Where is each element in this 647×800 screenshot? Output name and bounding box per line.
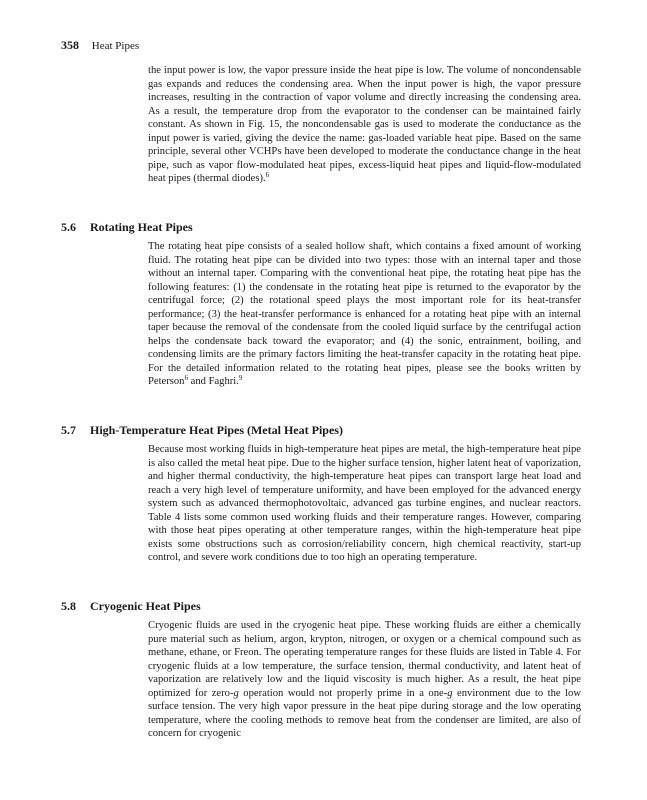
section-number: 5.8 xyxy=(61,599,76,613)
section-5-8-text-b: operation would not properly prime in a one- xyxy=(238,687,448,699)
section-title: High-Temperature Heat Pipes (Metal Heat Pipes) xyxy=(90,423,343,437)
intro-paragraph-text: the input power is low, the vapor pressure inside the heat pipe is low. The volume of noncondensable gas expands and reduces the condensing area. When the input power is high, the vapor pressure increases, resulting in the contraction of vapor volume and directly increasing the condensing area. As a result, the temperature drop from the evaporator to the condenser can be maintained fairly constant. As shown in Fig. 15, the noncondensable gas is used to moderate the conductance as the input power is varied, giving the device the name: gas-loaded variable heat pipe. Based on the same principle, several other VCHPs have been developed to moderate the conductance change in the heat pipe, such as vapor flow-modulated heat pipes, excess-liquid heat pipes and liquid-flow-modulated heat pipes (thermal diodes). xyxy=(148,65,581,184)
section-5-7-paragraph xyxy=(148,443,581,565)
italic-g: g xyxy=(447,687,453,699)
section-heading-5-6 xyxy=(61,220,193,235)
section-5-6-paragraph xyxy=(148,240,581,389)
section-5-8-text-a: Cryogenic fluids are used in the cryogenic heat pipe. These working fluids are either a chemically pure material such as helium, argon, krypton, nitrogen, or oxygen or a chemical compound such as methane, ethane, or Freon. The operating temperature ranges for these fluids are listed in Table 4. For cryogenic fluids at a low temperature, the surface tension, thermal conductivity, and latent heat of vaporization are relatively low and the liquid viscosity is much higher. As a result, the heat pipe optimized for zero- xyxy=(148,620,581,699)
section-title: Cryogenic Heat Pipes xyxy=(90,599,201,613)
section-5-6-text-end: and Faghri. xyxy=(187,376,239,387)
section-5-7-text: Because most working fluids in high-temperature heat pipes are metal, the high-temperature heat pipe is also called the metal heat pipe. Due to the higher surface tension, higher latent heat of vaporization, and higher thermal conductivity, the high-temperature heat pipes can transport large heat load and reach a very high level of temperature uniformity, and have been employed for the advanced energy system such as advanced thermophotovoltaic, advanced gas turbine engines, and nuclear reactors. Table 4 lists some common used working fluids and their temperature ranges. However, comparing with those heat pipes operating at other temperature ranges, within the high-temperature heat pipe exists some obstructions such as corrosion/reliability concern, high chemical reactivity, start-up control, and severe work conditions due to too high an operating temperature. xyxy=(148,444,581,563)
page-number: 358 xyxy=(61,38,79,52)
section-number: 5.6 xyxy=(61,220,76,234)
section-number: 5.7 xyxy=(61,423,76,437)
section-title: Rotating Heat Pipes xyxy=(90,220,193,234)
section-5-8-text-c: environment due to the low surface tension. The very high vapor pressure in the heat pipe during storage and the low operating temperature, where the cooling methods to remove heat from the condenser are limited, are also of concern for cryogenic xyxy=(148,687,581,739)
italic-g: g xyxy=(233,687,239,699)
section-heading-5-8 xyxy=(61,599,201,614)
reference-faghri: 9 xyxy=(238,374,243,382)
reference-peterson: 6 xyxy=(184,374,188,382)
section-heading-5-7 xyxy=(61,423,343,438)
intro-paragraph xyxy=(148,64,581,186)
section-5-8-paragraph xyxy=(148,619,581,741)
running-title: Heat Pipes xyxy=(91,40,140,52)
section-5-6-text: The rotating heat pipe consists of a sealed hollow shaft, which contains a fixed amount of working fluid. The rotating heat pipe can be divided into two types: those with an internal taper and those without an internal taper. Comparing with the conventional heat pipe, the rotating heat pipe has the following features: (1) the condensate in the rotating heat pipe is returned to the evaporator by the centrifugal force; (2) the rotational speed plays the most important role for its heat-transfer performance; (3) the heat-transfer performance is enhanced for a rotating heat pipe with an internal taper because the removal of the condensate from the cooled liquid surface by the centrifugal action helps the condensate back toward the evaporator; and (4) the sonic, entrainment, boiling, and condensing limits are the primary factors limiting the heat-transfer capacity in the rotating heat pipe. For the detailed information related to the rotating heat pipes, please see the books written by Peterson xyxy=(148,241,581,387)
running-header xyxy=(61,38,139,53)
intro-reference: 6 xyxy=(265,171,270,179)
